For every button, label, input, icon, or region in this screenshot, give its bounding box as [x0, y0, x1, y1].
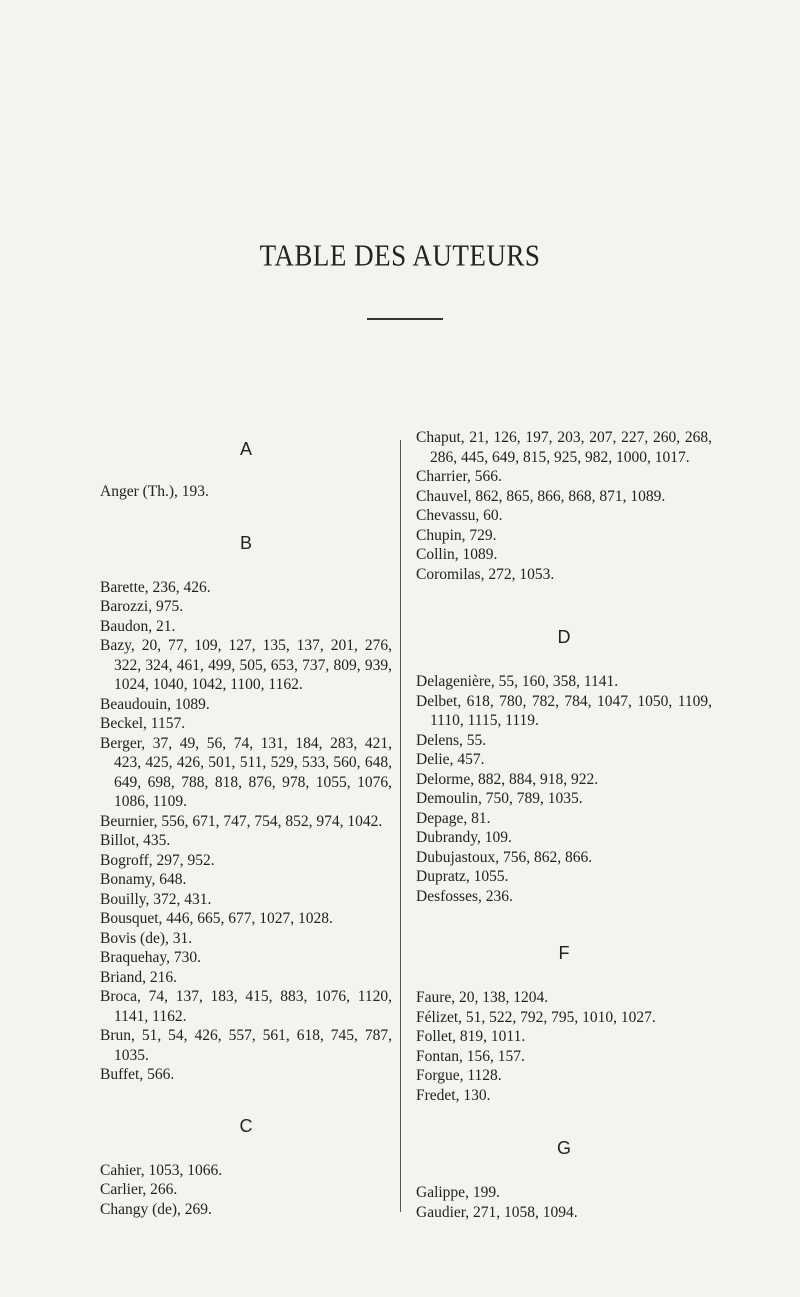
author-entry: Bogroff, 297, 952. — [100, 851, 215, 869]
author-entry: Chaput, 21, 126, 197, 203, 207, 227, 260, 268, 286, 445, 649, 815, 925, 982, 1000, 1017. — [416, 429, 712, 466]
author-entry: Buffet, 566. — [100, 1066, 175, 1083]
author-entry: Coromilas, 272, 1053. — [416, 565, 555, 583]
author-entry: Beaudouin, 1089. — [100, 695, 210, 713]
author-entry: Billot, 435. — [100, 832, 171, 849]
author-entry: Chevassu, 60. — [416, 507, 503, 524]
section-letter-d: D — [557, 627, 571, 647]
section-letter-c: C — [239, 1115, 253, 1136]
author-entry: Anger (Th.), 193. — [100, 483, 209, 500]
author-entry: Charrier, 566. — [416, 468, 502, 485]
section-letter-b: B — [239, 532, 252, 553]
author-entry: Follet, 819, 1011. — [416, 1028, 526, 1045]
author-entry: Faure, 20, 138, 1204. — [416, 989, 549, 1006]
author-entry: Dupratz, 1055. — [416, 868, 509, 885]
author-entry: Berger, 37, 49, 56, 74, 131, 184, 283, 421, 423, 425, 426, 501, 511, 529, 533, 560, 648, 649, 698, 788, 818, 876, 978, 1055, 1076, 1086, 1109. — [100, 734, 392, 810]
right-column — [416, 428, 712, 1222]
left-column — [100, 428, 392, 1219]
author-entry: Desfosses, 236. — [416, 887, 513, 905]
author-entry: Bonamy, 648. — [100, 871, 187, 888]
author-entry: Collin, 1089. — [416, 546, 498, 563]
author-entry: Beurnier, 556, 671, 747, 754, 852, 974, 1042. — [100, 812, 383, 830]
section-letter-f: F — [558, 943, 570, 963]
author-entry: Delagenière, 55, 160, 358, 1141. — [416, 673, 619, 690]
author-entry: Changy (de), 269. — [100, 1200, 212, 1218]
author-entry: Beckel, 1157. — [100, 715, 186, 732]
author-entry: Cahier, 1053, 1066. — [100, 1161, 223, 1179]
author-entry: Demoulin, 750, 789, 1035. — [416, 790, 583, 807]
column-divider — [400, 440, 401, 1212]
author-entry: Briand, 216. — [100, 968, 178, 986]
author-entry: Gaudier, 271, 1058, 1094. — [416, 1203, 578, 1221]
title-rule — [367, 318, 443, 320]
author-entry: Félizet, 51, 522, 792, 795, 1010, 1027. — [416, 1008, 656, 1026]
author-entry: Barozzi, 975. — [100, 598, 184, 615]
author-entry: Fredet, 130. — [416, 1086, 491, 1104]
author-entry: Bousquet, 446, 665, 677, 1027, 1028. — [100, 910, 333, 927]
author-entry: Delorme, 882, 884, 918, 922. — [416, 770, 599, 788]
author-entry: Brun, 51, 54, 426, 557, 561, 618, 745, 787, 1035. — [100, 1027, 392, 1064]
section-letter-a: A — [239, 439, 252, 459]
author-entry: Broca, 74, 137, 183, 415, 883, 1076, 1120, 1141, 1162. — [100, 988, 392, 1025]
author-entry: Chupin, 729. — [416, 526, 497, 544]
page-title: TABLE DES AUTEURS — [259, 238, 541, 273]
author-entry: Depage, 81. — [416, 809, 491, 827]
author-entry: Dubujastoux, 756, 862, 866. — [416, 848, 593, 866]
author-entry: Bouilly, 372, 431. — [100, 890, 212, 908]
author-entry: Braquehay, 730. — [100, 949, 202, 966]
author-entry: Galippe, 199. — [416, 1184, 500, 1201]
author-entry: Delbet, 618, 780, 782, 784, 1047, 1050, 1109, 1110, 1115, 1119. — [416, 692, 712, 729]
author-entry: Carlier, 266. — [100, 1181, 178, 1198]
author-entry: Forgue, 1128. — [416, 1067, 502, 1084]
author-entry: Fontan, 156, 157. — [416, 1047, 525, 1065]
author-entry: Baudon, 21. — [100, 617, 176, 635]
author-entry: Dubrandy, 109. — [416, 829, 512, 846]
author-entry: Delie, 457. — [416, 751, 485, 768]
section-letter-g: G — [556, 1138, 571, 1158]
author-entry: Bovis (de), 31. — [100, 929, 193, 947]
author-entry: Chauvel, 862, 865, 866, 868, 871, 1089. — [416, 487, 666, 505]
author-entry: Barette, 236, 426. — [100, 578, 211, 596]
author-entry: Bazy, 20, 77, 109, 127, 135, 137, 201, 276, 322, 324, 461, 499, 505, 653, 737, 809, 939, 1024, 1040, 1042, 1100, 1162. — [100, 637, 392, 693]
author-entry: Delens, 55. — [416, 731, 487, 749]
